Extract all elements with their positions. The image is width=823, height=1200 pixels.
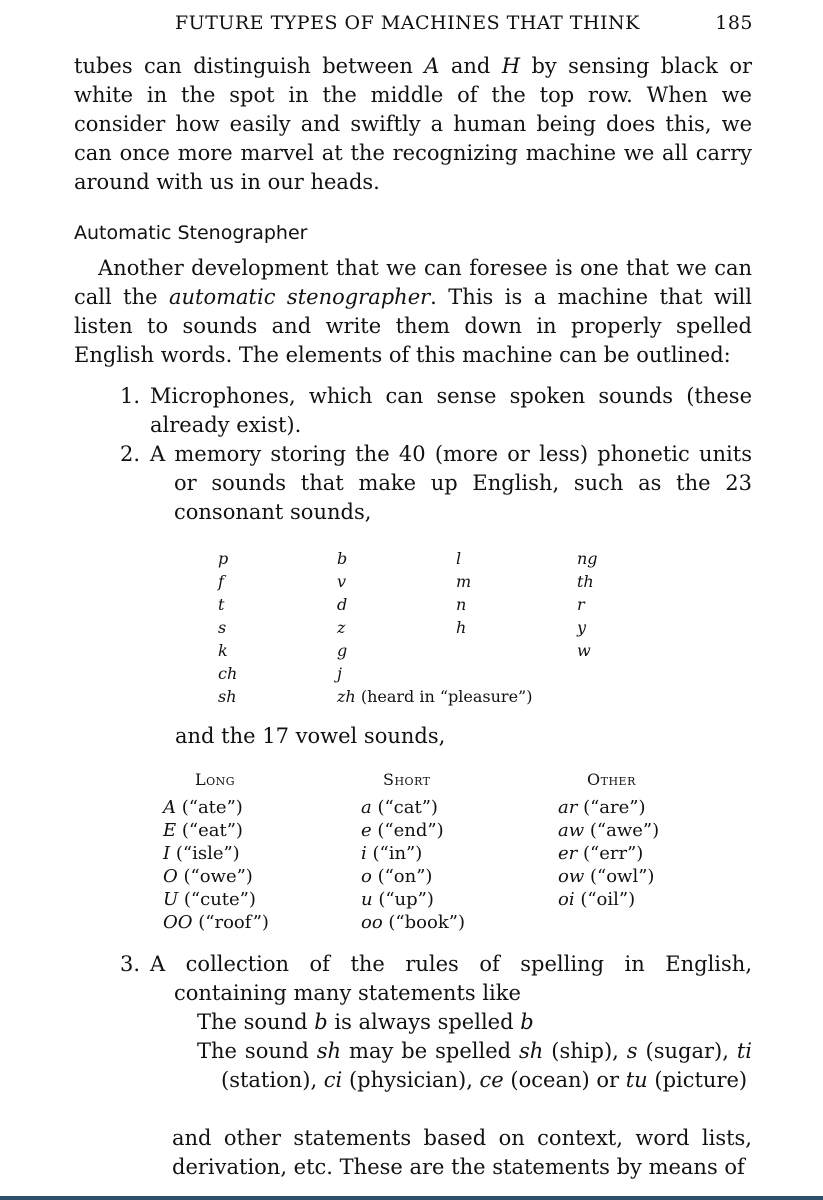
vowel-short — [361, 820, 444, 841]
list-text — [120, 950, 752, 1008]
text-run: The sound — [197, 1010, 315, 1034]
vowel-symbol: A — [163, 797, 176, 818]
vowel-symbol: a — [361, 797, 372, 818]
spelling-symbol: ce — [479, 1068, 504, 1092]
vowel-symbol: u — [361, 889, 373, 910]
running-head — [175, 12, 753, 34]
spelling-rule-2 — [197, 1037, 752, 1095]
text-run: (sugar), — [637, 1039, 737, 1063]
consonant-zh — [337, 687, 532, 706]
list-item-3 — [120, 950, 752, 1008]
vowel-symbol: e — [361, 820, 372, 841]
running-title: FUTURE TYPES OF MACHINES THAT THINK — [175, 12, 640, 34]
consonant: p — [218, 549, 229, 568]
list-item-text: Microphones, which can sense spoken sounds (these already exist). — [150, 384, 752, 437]
vowel-long — [163, 797, 243, 818]
letter-h: H — [501, 54, 521, 78]
vowel-symbol: O — [163, 866, 178, 887]
vowel-long — [163, 866, 253, 887]
consonant: d — [337, 595, 348, 614]
list-number: 2. — [120, 442, 141, 466]
column-header-short: Short — [383, 770, 431, 789]
vowel-example: (“cat”) — [371, 797, 438, 818]
consonant: n — [456, 595, 467, 614]
list-text — [120, 440, 752, 527]
vowel-example: (“cute”) — [178, 889, 256, 910]
vowel-example: (“ate”) — [176, 797, 243, 818]
vowel-short — [361, 889, 434, 910]
consonant: j — [337, 664, 342, 683]
vowel-symbol: I — [163, 843, 171, 864]
list-number: 3. — [120, 952, 141, 976]
consonant: t — [218, 595, 225, 614]
consonant: sh — [218, 687, 237, 706]
consonant: b — [337, 549, 348, 568]
text-run: Another development that we can foresee is one that we can call the — [74, 256, 752, 309]
window-bottom-border — [0, 1196, 823, 1200]
spelling-symbol: ci — [323, 1068, 343, 1092]
vowel-example: (“owl”) — [584, 866, 655, 887]
vowel-example: (“eat”) — [176, 820, 243, 841]
spelling-symbol: sh — [519, 1039, 544, 1063]
vowel-example: (“book”) — [382, 912, 465, 933]
text-run: (ship), — [543, 1039, 627, 1063]
consonant: f — [218, 572, 224, 591]
vowel-symbol: E — [163, 820, 177, 841]
consonant: zh — [337, 687, 356, 706]
text-run: (station), — [221, 1068, 324, 1092]
text-run: . This is a machine that will listen to sounds and write them down in properly spelled English words. The elements of this machine can be outlined: — [74, 285, 752, 367]
list-number: 1. — [120, 384, 141, 408]
consonant: r — [577, 595, 585, 614]
list-item-text: A collection of the rules of spelling in English, containing many statements like — [150, 952, 752, 1005]
letter-a: A — [424, 54, 440, 78]
consonant: l — [456, 549, 462, 568]
vowel-example: (“oil”) — [574, 889, 636, 910]
text-run: tubes can distinguish between — [74, 54, 425, 78]
vowel-example: (“are”) — [577, 797, 646, 818]
text-run: (ocean) or — [503, 1068, 626, 1092]
consonant: z — [337, 618, 346, 637]
vowel-example: (“awe”) — [584, 820, 660, 841]
list-item-text: A memory storing the 40 (more or less) phonetic units or sounds that make up English, such as the 23 consonant sounds, — [150, 442, 752, 524]
spelling-symbol: ti — [736, 1039, 752, 1063]
spelling-rule-1 — [197, 1008, 752, 1037]
list-item-2 — [120, 440, 752, 527]
text-run: The sound — [197, 1039, 317, 1063]
consonant: m — [456, 572, 472, 591]
list-text — [120, 382, 752, 440]
text-run: and — [439, 54, 502, 78]
vowel-long — [163, 820, 243, 841]
text-run: by sensing black or white in the spot in the middle of the top row. When we consider how easily and swiftly a human being does this, we can once more marvel at the recognizing machine we all carry around with us in our heads. — [74, 54, 753, 194]
vowel-example: (“owe”) — [177, 866, 253, 887]
consonant: g — [337, 641, 348, 660]
vowel-other — [558, 820, 659, 841]
sound-symbol: sh — [316, 1039, 342, 1063]
consonant: th — [577, 572, 594, 591]
text-run: is always spelled — [327, 1010, 521, 1034]
consonant: v — [337, 572, 347, 591]
spelling-symbol: b — [520, 1010, 534, 1034]
spelling-symbol: tu — [625, 1068, 648, 1092]
sound-symbol: b — [314, 1010, 328, 1034]
spelling-symbol: s — [626, 1039, 638, 1063]
vowel-symbol: er — [558, 843, 578, 864]
vowel-example: (“err”) — [577, 843, 644, 864]
vowel-other — [558, 889, 635, 910]
vowel-symbol: ar — [558, 797, 578, 818]
vowel-long — [163, 889, 256, 910]
paragraph-intro — [74, 52, 752, 197]
vowel-symbol: U — [163, 889, 179, 910]
text-run: (physician), — [342, 1068, 480, 1092]
paragraph-stenographer — [74, 254, 752, 370]
vowel-other — [558, 866, 654, 887]
consonant: k — [218, 641, 228, 660]
vowel-example: (“up”) — [372, 889, 434, 910]
vowel-symbol: aw — [558, 820, 585, 841]
consonant: ch — [218, 664, 238, 683]
consonant: w — [577, 641, 591, 660]
vowel-symbol: oo — [361, 912, 383, 933]
vowel-symbol: OO — [163, 912, 193, 933]
vowels-intro: and the 17 vowel sounds, — [175, 724, 446, 748]
section-heading: Automatic Stenographer — [74, 222, 308, 244]
vowel-example: (“end”) — [371, 820, 444, 841]
vowel-long — [163, 912, 269, 933]
consonant: s — [218, 618, 227, 637]
consonant: y — [577, 618, 587, 637]
vowel-symbol: ow — [558, 866, 585, 887]
column-header-other: Other — [587, 770, 636, 789]
text-run: (picture) — [647, 1068, 748, 1092]
vowel-other — [558, 797, 646, 818]
column-header-long: Long — [195, 770, 236, 789]
consonant: ng — [577, 549, 598, 568]
vowel-long — [163, 843, 240, 864]
vowel-example: (“roof”) — [192, 912, 269, 933]
page-number: 185 — [715, 12, 753, 34]
consonant-note: (heard in “pleasure”) — [355, 687, 533, 706]
vowel-symbol: i — [361, 843, 367, 864]
paragraph-closing: and other statements based on context, word lists, derivation, etc. These are the statements by means of — [172, 1126, 752, 1179]
vowel-example: (“isle”) — [170, 843, 240, 864]
vowel-short — [361, 912, 465, 933]
vowel-example: (“on”) — [371, 866, 433, 887]
consonant: h — [456, 618, 467, 637]
vowel-short — [361, 866, 432, 887]
list-item-1 — [120, 382, 752, 440]
vowel-symbol: o — [361, 866, 372, 887]
vowel-symbol: oi — [558, 889, 575, 910]
vowel-other — [558, 843, 643, 864]
term-automatic-stenographer: automatic stenographer — [169, 285, 431, 309]
text-run: may be spelled — [341, 1039, 520, 1063]
vowel-short — [361, 843, 422, 864]
vowel-short — [361, 797, 438, 818]
vowel-example: (“in”) — [366, 843, 423, 864]
